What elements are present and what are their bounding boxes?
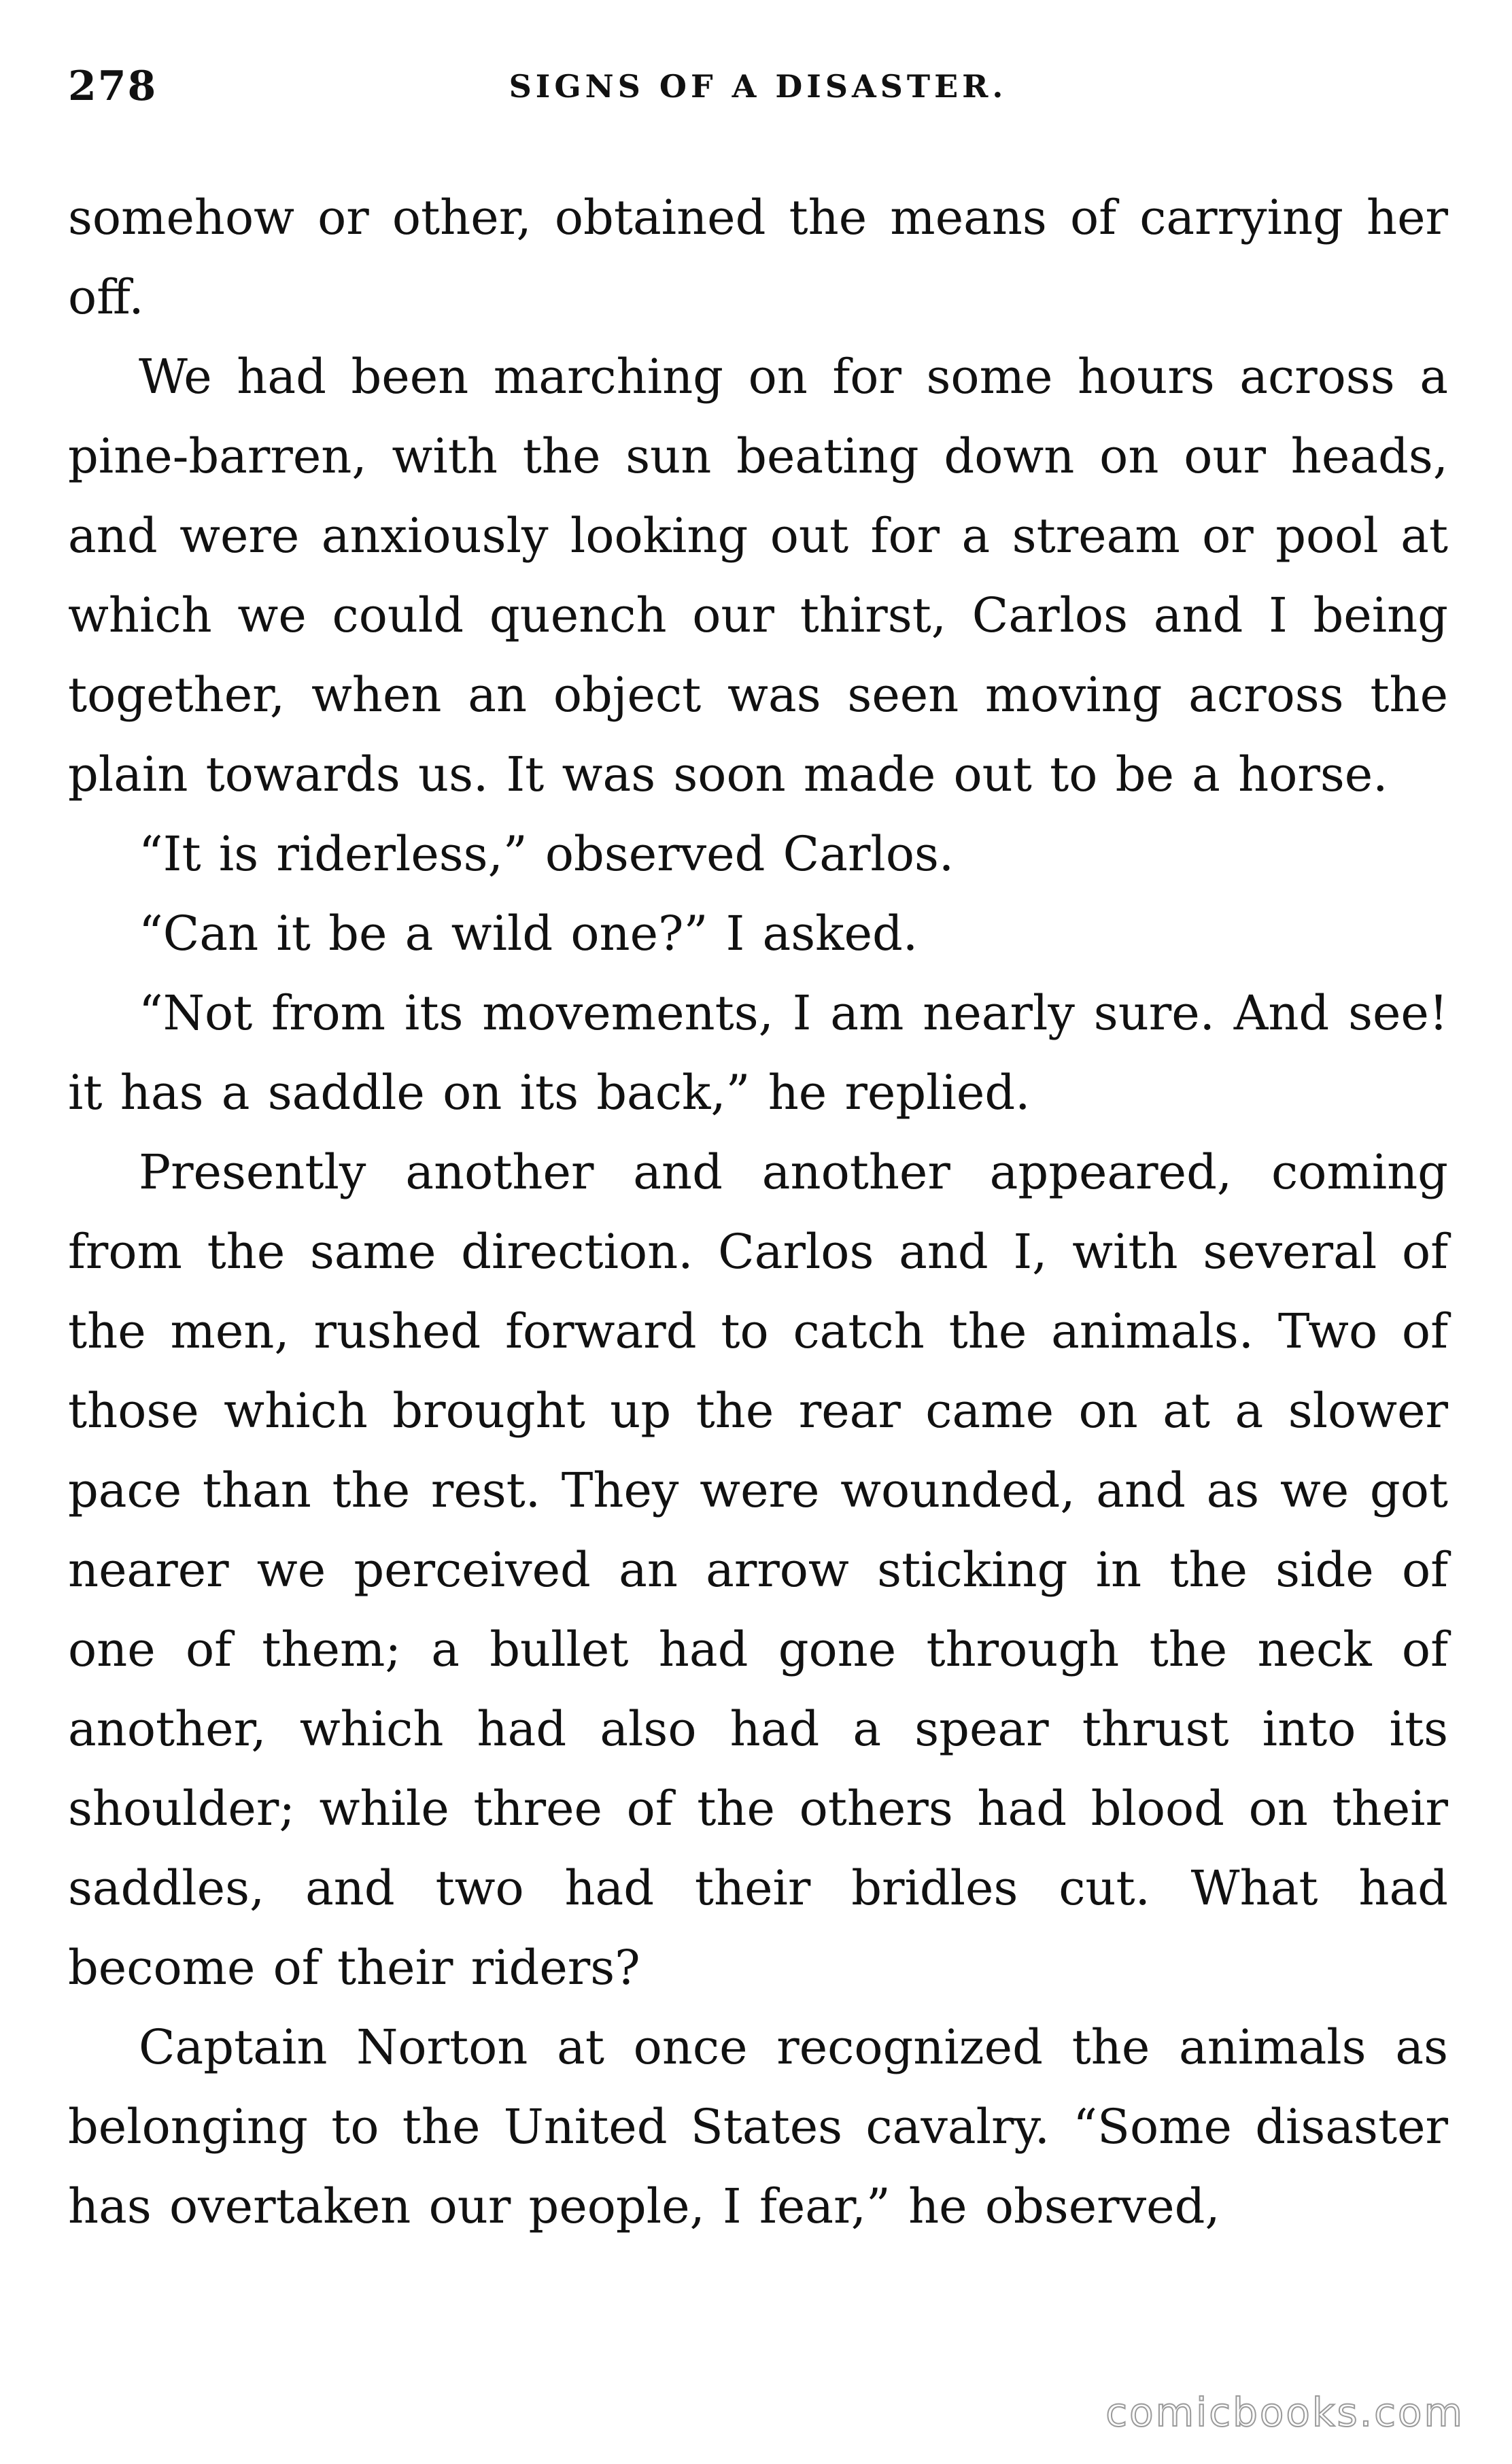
- paragraph-captain-norton: Captain Norton at once recognized the animals as belonging to the United States cavalry. “Some disaster has overtaken our people, I fear,” he observed,: [68, 2019, 1448, 2234]
- page-number: 278: [68, 63, 158, 110]
- paragraph-wounded-horses: Presently another and another appeared, coming from the same direction. Carlos and I, with several of the men, rushed forward to catch the animals. Two of those which brought up the rear came on at a slower pace than the rest. They were wounded, and as we got nearer we perceived an arrow sticking in the side of one of them; a bullet had gone through the neck of another, which had also had a spear thrust into its shoulder; while three of the others had blood on their saddles, and two had their bridles cut. What had become of their riders?: [68, 1144, 1448, 1996]
- watermark: comicbooks.com: [1105, 2389, 1464, 2435]
- paragraph-wild-one: “Can it be a wild one?” I asked.: [139, 906, 918, 961]
- paragraph-marching: We had been marching on for some hours across a pine-barren, with the sun beating down on our heads, and were anxiously looking out for a stream or pool at which we could quench our thirst, Carlos and I being together, when an object was seen moving across the plain towards us. It was soon made out to be a horse.: [68, 349, 1448, 802]
- running-head: [68, 63, 1448, 117]
- paragraph-riderless: “It is riderless,” observed Carlos.: [139, 826, 955, 882]
- paragraph-saddle: “Not from its movements, I am nearly sure. And see! it has a saddle on its back,” he replied.: [68, 985, 1448, 1120]
- paragraph-continuation: somehow or other, obtained the means of carrying her off.: [68, 190, 1448, 325]
- running-title: SIGNS OF A DISASTER.: [509, 68, 1008, 105]
- body-text: [68, 178, 1448, 2246]
